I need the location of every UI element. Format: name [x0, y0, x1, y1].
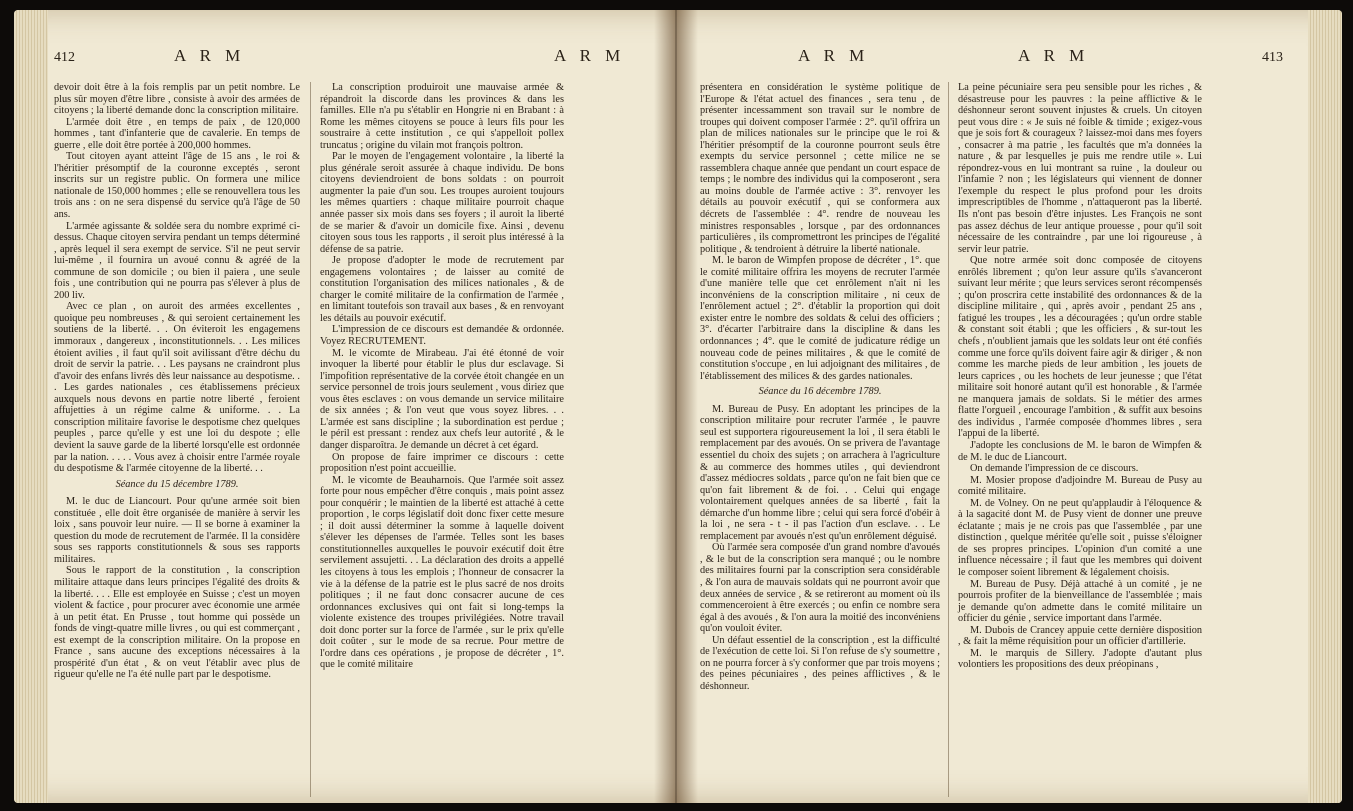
- paragraph: L'armée agissante & soldée sera du nombre exprimé ci-dessus. Chaque citoyen servira pendant un temps déterminé , après lequel il sera exempt de service. S'il ne peut servir lui-même , il fournira un avoué connu & agréé de la commune de son domicile ; ou bien il paiera , une seule fois , une contribution qui ne pourra pas s'élever à plus de 200 liv.: [54, 220, 300, 301]
- paragraph: devoir doit être à la fois remplis par un petit nombre. Le plus sûr moyen d'être libre , consiste à avoir des armées de citoyens ; la liberté demande donc la conscription militaire.: [54, 82, 300, 117]
- paragraph: J'adopte les conclusions de M. le baron de Wimpfen & de M. le duc de Liancourt.: [958, 439, 1202, 463]
- column-rule-right: [948, 82, 949, 797]
- paragraph: L'impression de ce discours est demandée & ordonnée. Voyez RECRUTEMENT.: [320, 324, 564, 348]
- left-page-column-1: [54, 82, 300, 681]
- page-edges-left: [14, 10, 48, 803]
- right-running-head-2: A R M: [1018, 46, 1090, 65]
- seance-heading: Séance du 16 décembre 1789.: [758, 386, 882, 398]
- paragraph: présentera en considération le système politique de l'Europe & l'état actuel des finances , sera tenu , de présenter incessamment son travail sur le nombre de troupes qui doivent composer l'armée : 2°. qu'il offrira un plan de milices nationales sur le principe que le roi & l'héritier présomptif de la couronne pourront seuls être exempts du service personnel ; cette milice ne se rassemblera chaque année que pendant un court espace de temps ; le nombre des individus qui la composeront , sera au moins double de l'armée active : 3°. renvoyer les détails au pouvoir exécutif , qui se conformera aux décrets de l'assemblée : 4°. rendre de nouveau les ministres responsables , lorsque , par des ordonnances particulières , ils compromettront les principes de l'égalité politique , & tendroient à détruire la liberté nationale.: [700, 82, 940, 255]
- paragraph: Je propose d'adopter le mode de recrutement par engagemens volontaires ; de laisser au comité de constitution l'organisation des milices nationales , & de charger le comité militaire de la confirmation de l'armée , en limitant toutefois son travail aux bases , & en renvoyant les détails au pouvoir exécutif.: [320, 255, 564, 324]
- paragraph: Tout citoyen ayant atteint l'âge de 15 ans , le roi & l'héritier présomptif de la couronne exceptés , seront inscrits sur un registre public. On formera une milice nationale de 150,000 hommes ; elle se renouvellera tous les trois ans : on ne sera dispensé du service qu'à l'âge de 50 ans.: [54, 151, 300, 221]
- paragraph: M. Dubois de Crancey appuie cette dernière disposition , & fait la même réquisition pour un officier d'artillerie.: [958, 624, 1202, 648]
- book-gutter: [654, 10, 698, 803]
- paragraph: On demande l'impression de ce discours.: [970, 463, 1139, 475]
- paragraph: Où l'armée sera composée d'un grand nombre d'avoués , & le but de la conscription sera manqué ; ou le nombre des militaires fourni par la conscription sera considérable , & l'on aura de mauvais soldats qui ne pourront avoir que deux années de service , & se retireront au moment où ils commenceroient à être exercés ; ou enfin ce nombre sera égal à des avoués , & l'on aura la moitié des inconvéniens qu'on vouloit éviter.: [700, 542, 940, 635]
- seance-heading: Séance du 15 décembre 1789.: [115, 478, 239, 490]
- right-page-column-1: [700, 82, 940, 692]
- paragraph: M. de Volney. On ne peut qu'applaudir à l'éloquence & à la sagacité dont M. de Pusy vient de donner une preuve éclatante ; mais je ne crois pas que l'assemblée , par une distinction , quelque méritée qu'elle soit , puisse s'éloigner de ses propres principes. L'opinion d'un comité a une influence nécessaire ; il faut que les membres qui doivent le composer soient librement & légalement choisis.: [958, 497, 1202, 578]
- paragraph: On propose de faire imprimer ce discours : cette proposition n'est point accueillie.: [320, 451, 564, 475]
- paragraph: M. le marquis de Sillery. J'adopte d'autant plus volontiers les propositions des deux préopinans ,: [958, 647, 1202, 671]
- paragraph: Que notre armée soit donc composée de citoyens enrôlés librement ; qu'on leur assure qu'ils s'avanceront suivant leur mérite ; que leurs services seront récompensés ; qu'on proscrira cette instabilité des ordonnances & de la discipline militaire , qui , après avoir , pendant 25 ans , fatigué les troupes , les a découragées ; qu'un ordre stable & constant soit établi ; que les officiers , & sur-tout les chefs , n'oublient jamais que les soldats leur ont été confiés comme une force qu'ils doivent faire agir & diriger , & non comme les marche pieds de leur ambition , les jouets de leurs caprices , ou les hochets de leur jeunesse ; que l'état militaire soit honoré autant qu'il est honorable , & l'armée ne manquera jamais de soldats. Si le métier des armes flatte l'orgueil , encourage l'ambition , & suffit aux besoins des individus , l'armée composée d'hommes libres , sera l'appui de la liberté.: [958, 255, 1202, 440]
- paragraph: Par le moyen de l'engagement volontaire , la liberté la plus générale seroit assurée à chaque individu. De bons citoyens deviendroient de bons soldats : on pourroit augmenter la paie d'un sou. Les troupes auroient toujours les mêmes quartiers : chaque militaire pourroit chaque année passer six mois dans ses foyers ; il auroit la liberté de se marier & d'avoir un domicile fixe. Ainsi , devenu citoyen sous tous les rapports , il seroit plus intéressé à la défense de sa patrie.: [320, 151, 564, 255]
- paragraph: M. le duc de Liancourt. Pour qu'une armée soit bien constituée , elle doit être organisée de manière à servir les loix , sans pouvoir leur nuire. — Il se borne à examiner la question du mode de recrutement de l'armée. Il la considère sous ses rapports constitutionnels & sous ses rapports militaires.: [54, 496, 300, 565]
- paragraph: Un défaut essentiel de la conscription , est la difficulté de l'exécution de cette loi. Si l'on refuse de s'y soumettre , on ne pourra forcer à s'y conformer que par trois moyens ; des peines pécuniaires , des peines afflictives , & le déshonneur.: [700, 634, 940, 692]
- right-running-head-1: A R M: [798, 46, 870, 65]
- paragraph: M. le vicomte de Beauharnois. Que l'armée soit assez forte pour nous empêcher d'être conquis , mais point assez pour conquérir ; le maintien de la liberté est attaché à cette proportion , le corps législatif doit donc fixer cette mesure ; il doit aussi déterminer la somme à laquelle doivent s'élever les dépenses de l'armée. Telles sont les bases constitutionnelles auxquelles le pouvoir exécutif doit être servilement assujetti. . . La déclaration des droits a appellé les citoyens à tous les emplois ; l'honneur de consacrer la vie à la défense de la patrie est le plus sacré de nos droits politiques ; il ne faut donc consacrer aucune de ces ordonnances exclusives qui ont fait si long-temps la violente existence des troupes privilégiées. Notre travail doit donc porter sur la force de l'armée , sur le prix qu'elle doit coûter , sur le mode de sa recrue. Pour mettre de l'ordre dans ces opérations , je propose de décréter , 1°. que le comité militaire: [320, 474, 564, 671]
- right-page-header: [698, 46, 1342, 68]
- left-page-header: [14, 46, 654, 68]
- column-rule-left: [310, 82, 311, 797]
- page-edges-right: [1308, 10, 1342, 803]
- right-page-number: 413: [1262, 50, 1283, 65]
- paragraph: La peine pécuniaire sera peu sensible pour les riches , & désastreuse pour les pauvres : la peine afflictive & le déshonneur seront souvent injustes & cruels. Un citoyen peut vous dire : « Je suis né foible & timide ; exigez-vous que je sois fort & courageux ? laissez-moi dans mes foyers , consacrer à ma patrie , les facultés que m'a données la nature , & par lesquelles je puis me rendre utile ». Lui répondrez-vous en lui montrant sa ruine , la douleur ou l'infamie ? non ; les législateurs qui viennent de donner l'exemple du respect le plus profond pour les droits imprescriptibles de l'homme , n'attaqueront pas la liberté. Ils n'ont pas besoin d'être injustes. Les François ne sont pas assez déchus de leur antique prouesse , pour qu'il soit nécessaire de les contraindre , par une loi rigoureuse , à servir leur patrie.: [958, 82, 1202, 255]
- paragraph: Sous le rapport de la constitution , la conscription militaire attaque dans leurs principes l'égalité des droits & la liberté. . . . Elle est employée en Suisse ; c'est un moyen violent & factice , pour procurer avec économie une armée à un petit état. En Prusse , tout homme qui possède un fonds de vingt-quatre mille livres , ou qui est commerçant , est exempt de la conscription militaire. On la propose en France , sans aucune des exceptions nécessaires à la prospérité d'un état , & on veut l'établir avec plus de rigueur qu'elle ne l'a été nulle part par le despotisme.: [54, 565, 300, 681]
- paragraph: L'armée doit être , en temps de paix , de 120,000 hommes , tant d'infanterie que de cavalerie. En temps de guerre , elle doit être portée à 200,000 hommes.: [54, 116, 300, 151]
- paragraph: La conscription produiroit une mauvaise armée & répandroit la discorde dans les provinces & dans les familles. Elle n'a pu s'établir en Hongrie ni en Brabant : à Rome les mêmes citoyens se pouce à leurs fils pour les soustraire à cette institution , ce qui s'appelloit pollex truncatus ; origine du vilain mot françois poltron.: [320, 82, 564, 151]
- paragraph: M. le vicomte de Mirabeau. J'ai été étonné de voir invoquer la liberté pour établir le plus dur esclavage. Si l'impofition représentative de la corvée étoit changée en un service personnel de trois jours seulement , vous diriez que vous êtes esclaves : on vous demande un service militaire de six années ; & l'on veut que vous soyez libres. . . L'armée est sans discipline ; la subordination est perdue ; le péril est pressant : rendez aux chefs leur autorité , & le danger disparoîtra. Je demande un décret à cet égard.: [320, 347, 564, 451]
- left-running-head-1: A R M: [174, 46, 246, 65]
- paragraph: M. Mosier propose d'adjoindre M. Bureau de Pusy au comité militaire.: [958, 474, 1202, 498]
- book-spread: [14, 10, 1342, 803]
- paragraph: M. le baron de Wimpfen propose de décréter , 1°. que le comité militaire offrira les moyens de recruter l'armée d'une manière telle que cet enrôlement n'ait ni les inconvéniens de la conscription militaire , ni ceux de l'enrôlement actuel ; 2°. d'établir la proportion qui doit exister entre le nombre des soldats & celui des officiers ; 3°. d'écarter l'arbitraire dans la discipline & dans les ordonnances ; 4°. que le comité de judicature rédige un nouveau code de peines militaires , & que le comité de constitution s'occupe , en lui adjoignant des militaires , de l'établissement des milices & des gardes nationales.: [700, 255, 940, 382]
- right-page-column-2: [958, 82, 1202, 671]
- paragraph: M. Bureau de Pusy. Déjà attaché à un comité , je ne pourrois profiter de la bienveillance de l'assemblée ; mais je demande qu'on admette dans le comité militaire un officier du génie , service important dans l'armée.: [958, 578, 1202, 625]
- left-page-column-2: [320, 82, 564, 671]
- left-running-head-2: A R M: [554, 46, 626, 65]
- left-page-number: 412: [54, 50, 75, 65]
- paragraph: Avec ce plan , on auroit des armées excellentes , quoique peu nombreuses , & qui seroient certainement les soutiens de la liberté. . . On éviteroit les engagemens immoraux , dangereux , inconstitutionnels. . . Les milices étoient avilies , il faut qu'il soit avilissant d'être déchu du droit de servir la patrie. . . Les paysans ne craindront plus d'avoir des enfans livrés dès leur naissance au despotisme. . . Les gardes nationales , ces établissemens précieux auxquels nous devons en partie notre liberté , feroient affujetties à un régime calme & uniforme. . . La conscription militaire favorise le despotisme chez quelques peuples , parce qu'elle y est une loi du despote ; elle devient la sauve garde de la liberté lorsqu'elle est ordonnée par la nation. . . . . Vous avez à choisir entre l'armée royale du despotisme & l'armée citoyenne de la liberté. . .: [54, 301, 300, 475]
- paragraph: M. Bureau de Pusy. En adoptant les principes de la conscription militaire pour recruter l'armée , le pauvre seul est supportera rigoureusement la loi , il sera établi le remplacement par des avoués. On se privera de l'avantage essentiel du choix des sujets ; on arrachera à l'agriculture & au commerce des hommes utiles , qui deviendront d'assez médiocres soldats , parce qu'on ne fait bien que ce qu'on fait librement & de foi. . . Celui qui engage volontairement quelques années de sa liberté , fait la démarche d'un homme libre ; celui qui sera forcé d'obéir à la loi , ne sera - t - il pas l'action d'un esclave. . . Le remplacement par avoués n'est qu'un enrôlement déguisé.: [700, 403, 940, 542]
